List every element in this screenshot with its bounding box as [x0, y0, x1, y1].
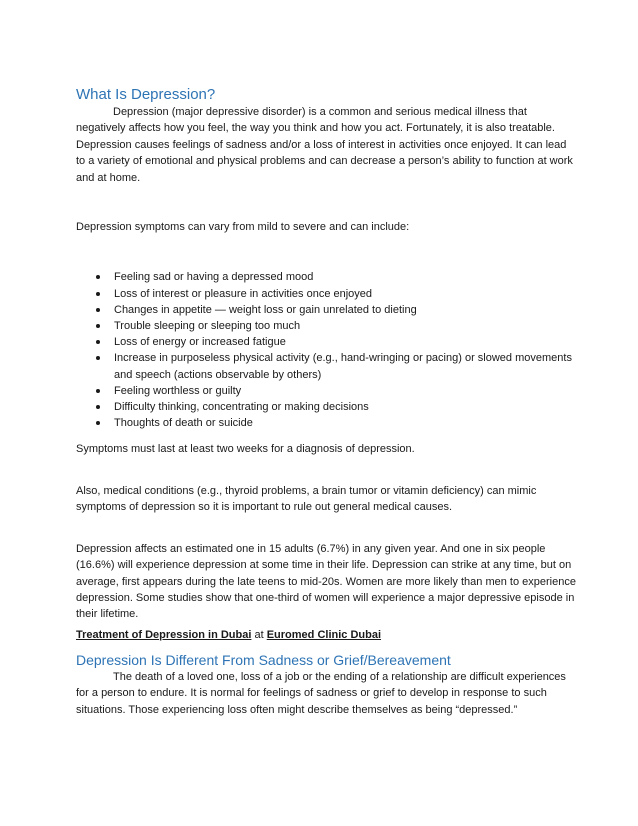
list-item: Loss of energy or increased fatigue — [96, 334, 578, 350]
list-item: Thoughts of death or suicide — [96, 415, 578, 431]
list-item: Changes in appetite — weight loss or gain unrelated to dieting — [96, 302, 578, 318]
list-item: Feeling worthless or guilty — [96, 383, 578, 399]
list-item: Loss of interest or pleasure in activities once enjoyed — [96, 286, 578, 302]
medical-conditions-paragraph: Also, medical conditions (e.g., thyroid problems, a brain tumor or vitamin deficiency) can mimic symptoms of depression so it is important to rule out general medical causes. — [76, 484, 537, 514]
statistics-paragraph: Depression affects an estimated one in 15 adults (6.7%) in any given year. And one in six people (16.6%) will experience depression at some time in their life. Depression can strike at any time, but on average, first appears during the late teens to mid-20s. Women are more likely than men to experience depression. Some studies show that one-third of women will experience a major depressive episode in their lifetime. — [76, 542, 576, 621]
duration-paragraph: Symptoms must last at least two weeks for a diagnosis of depression. — [76, 443, 415, 456]
list-item: Difficulty thinking, concentrating or making decisions — [96, 399, 578, 415]
treatment-links-line — [76, 627, 578, 643]
grief-paragraph: The death of a loved one, loss of a job or the ending of a relationship are difficult experiences for a person to endure. It is normal for feelings of sadness or grief to develop in response to such situations. Those experiencing loss often might describe themselves as being “depressed.” — [76, 670, 566, 716]
treatment-link[interactable]: Treatment of Depression in Dubai — [76, 628, 252, 641]
intro-paragraph: Depression (major depressive disorder) is a common and serious medical illness that negatively affects how you feel, the way you think and how you act. Fortunately, it is also treatable. Depression causes feelings of sadness and/or a loss of interest in activities once enjoyed. It can lead to a variety of emotional and physical problems and can decrease a person’s ability to function at work and at home. — [76, 106, 573, 184]
section-title-what-is-depression: What Is Depression? — [76, 86, 216, 103]
list-item: Trouble sleeping or sleeping too much — [96, 318, 578, 334]
clinic-link[interactable]: Euromed Clinic Dubai — [266, 628, 382, 641]
section-title-sadness-grief: Depression Is Different From Sadness or Grief/Bereavement — [76, 651, 451, 668]
symptoms-list — [76, 269, 578, 431]
links-connector: at — [251, 628, 267, 641]
list-item: Increase in purposeless physical activity (e.g., hand-wringing or pacing) or slowed movements and speech (actions observable by others) — [96, 350, 578, 382]
list-item: Feeling sad or having a depressed mood — [96, 269, 578, 285]
symptoms-lead-paragraph: Depression symptoms can vary from mild to severe and can include: — [76, 221, 410, 234]
